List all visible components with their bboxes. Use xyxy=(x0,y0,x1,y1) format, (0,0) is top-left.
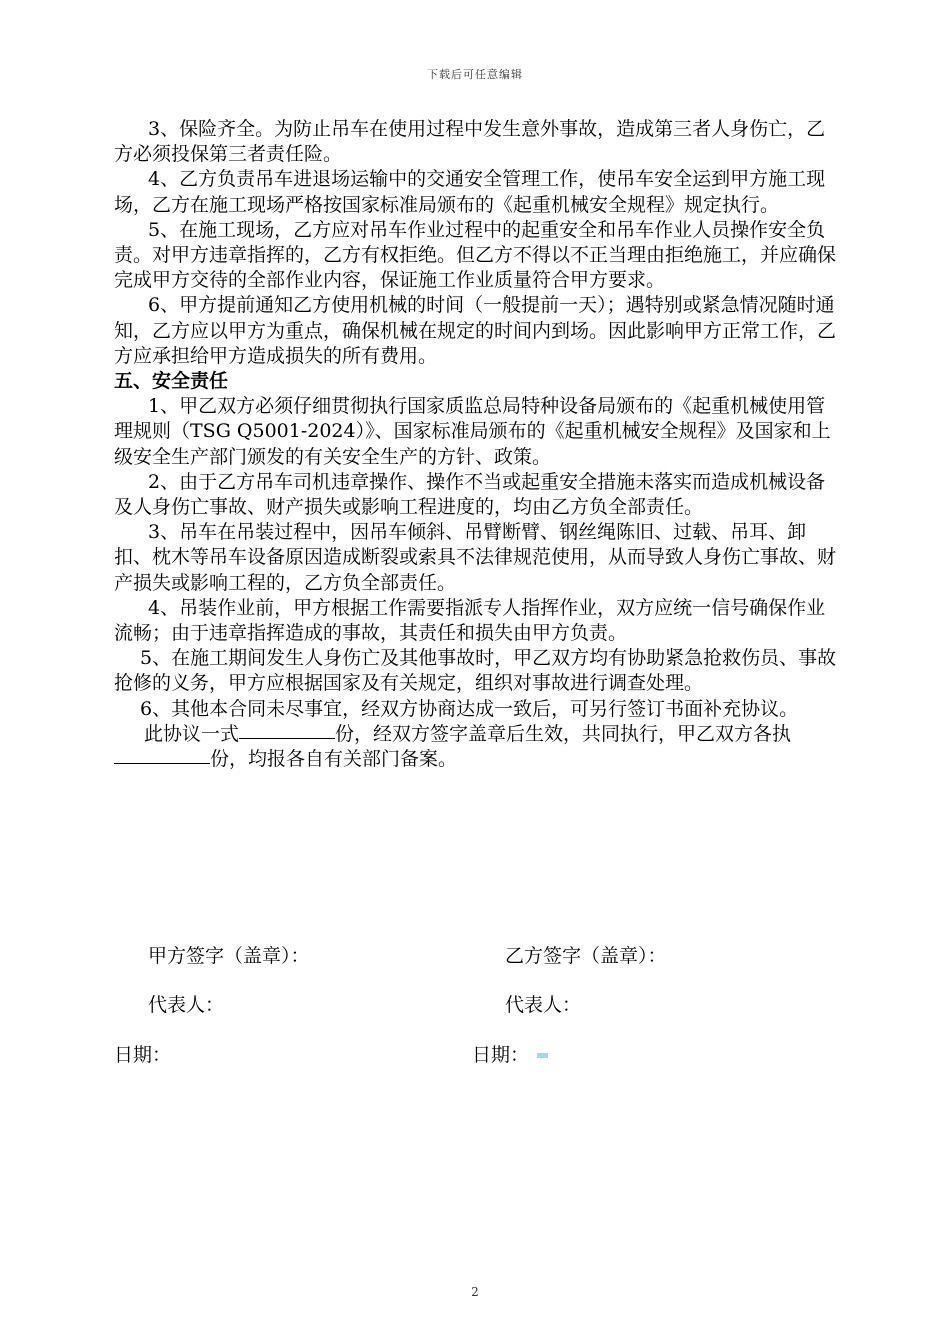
clause-paragraph: 6、甲方提前通知乙方使用机械的时间（一般提前一天）；遇特别或紧急情况随时通知，乙方应以甲方为重点，确保机械在规定的时间内到场。因此影响甲方正常工作，乙方应承担给甲方造成损失的所有费用。 xyxy=(114,294,837,367)
party-a-representative-label: 代表人： xyxy=(148,994,225,1016)
copies-blank[interactable] xyxy=(239,737,335,739)
clause-paragraph: 3、吊车在吊装过程中，因吊车倾斜、吊臂断臂、钢丝绳陈旧、过载、吊耳、卸扣、枕木等吊车设备原因造成断裂或索具不法律规范使用，从而导致人身伤亡事故、财产损失或影响工程的，乙方负全部责任。 xyxy=(114,521,837,594)
clause-paragraph: 1、甲乙双方必须仔细贯彻执行国家质监总局特种设备局颁布的《起重机械使用管理规则（TSG Q5001-2024）》、国家标准局颁布的《起重机械安全规程》及国家和上级安全生产部门颁发的有关安全生产的方针、政策。 xyxy=(114,395,831,468)
clause-paragraph: 2、由于乙方吊车司机违章操作、操作不当或起重安全措施未落实而造成机械设备及人身伤亡事故、财产损失或影响工程进度的，均由乙方负全部责任。 xyxy=(114,470,826,519)
party-b-signature-label: 乙方签字（盖章）： xyxy=(505,945,667,967)
closing-text-2: 份，经双方签字盖章后生效，共同执行，甲乙双方各执 xyxy=(335,722,792,745)
section-title: 五、安全责任 xyxy=(114,370,229,393)
clause-paragraph: 4、吊装作业前，甲方根据工作需要指派专人指挥作业，双方应统一信号确保作业流畅；由于违章指挥造成的事故，其责任和损失由甲方负责。 xyxy=(114,596,826,645)
party-b-date-label: 日期： xyxy=(472,1044,530,1066)
page-number: 2 xyxy=(471,1285,479,1299)
document-body xyxy=(114,117,838,772)
page-header: 下载后可任意编辑 xyxy=(427,68,523,81)
clause-paragraph: 6、其他本合同未尽事宜，经双方协商达成一致后，可另行签订书面补充协议。 xyxy=(140,697,799,720)
closing-text-3: 份，均报各自有关部门备案。 xyxy=(210,748,458,771)
text-cursor-highlight xyxy=(537,1053,548,1058)
clause-paragraph: 5、在施工现场，乙方应对吊车作业过程中的起重安全和吊车作业人员操作安全负责。对甲方违章指挥的，乙方有权拒绝。但乙方不得以不正当理由拒绝施工，并应确保完成甲方交待的全部作业内容，保证施工作业质量符合甲方要求。 xyxy=(114,218,837,292)
party-a-signature-label: 甲方签字（盖章）： xyxy=(148,945,310,967)
closing-paragraph xyxy=(114,722,838,772)
copies-each-blank[interactable] xyxy=(114,762,210,764)
clause-paragraph: 4、乙方负责吊车进退场运输中的交通安全管理工作，使吊车安全运到甲方施工现场，乙方在施工现场严格按国家标准局颁布的《起重机械安全规程》规定执行。 xyxy=(114,168,826,216)
clause-paragraph: 3、保险齐全。为防止吊车在使用过程中发生意外事故，造成第三者人身伤亡，乙方必须投保第三者责任险。 xyxy=(114,118,826,166)
party-a-date-label: 日期： xyxy=(114,1044,172,1066)
clause-paragraph: 5、在施工期间发生人身伤亡及其他事故时，甲乙双方均有协助紧急抢救伤员、事故抢修的义务，甲方应根据国家及有关规定，组织对事故进行调查处理。 xyxy=(114,647,837,695)
party-b-representative-label: 代表人： xyxy=(505,994,582,1016)
closing-text-1: 此协议一式 xyxy=(144,722,240,745)
